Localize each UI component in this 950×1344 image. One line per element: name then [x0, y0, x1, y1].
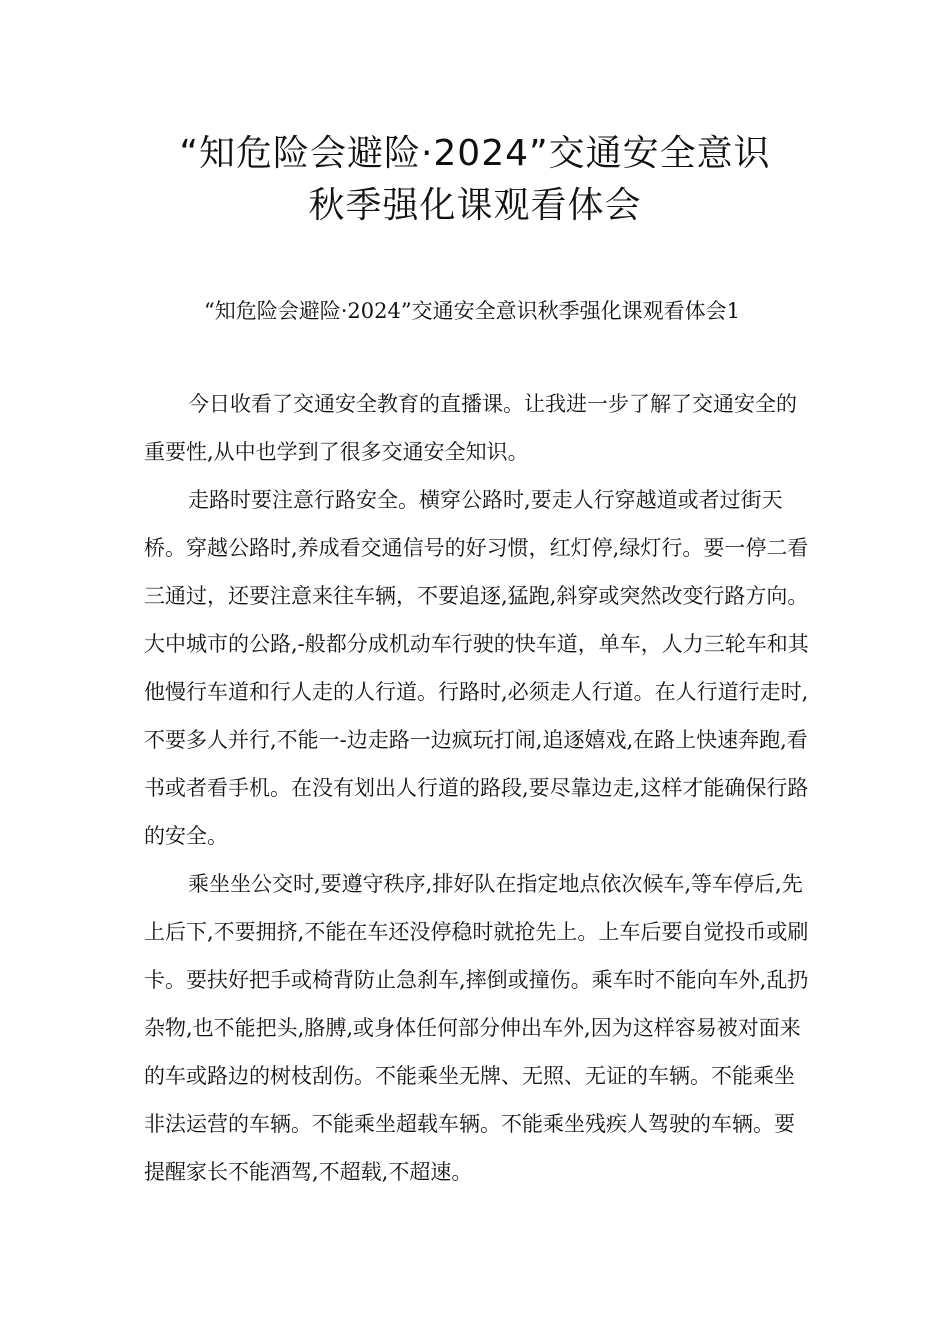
- document-title-line-2: 秋季强化课观看体会: [308, 185, 642, 226]
- document-subheading: “知危险会避险·2024”交通安全意识秋季强化课观看体会1: [204, 299, 740, 323]
- document-title-line-1: “知危险会避险·2024”交通安全意识: [179, 133, 771, 174]
- paragraph-walking-safety: 走路时要注意行路安全。横穿公路时,要走人行穿越道或者过街天桥。穿越公路时,养成看交通信号的好习惯，红灯停,绿灯行。要一停二看三通过，还要注意来往车辆，不要追逐,猛跑,斜穿或突然改变行路方向。大中城市的公路,-般都分成机动车行驶的快车道，单车，人力三轮车和其他慢行车道和行人走的人行道。行路时,必须走人行道。在人行道行走时,不要多人并行,不能一-边走路一边疯玩打闹,追逐嬉戏,在路上快速奔跑,看书或者看手机。在没有划出人行道的路段,要尽靠边走,这样才能确保行路的安全。: [144, 488, 809, 848]
- document-body: [144, 380, 810, 1196]
- paragraph-intro: 今日收看了交通安全教育的直播课。让我进一步了解了交通安全的重要性,从中也学到了很多交通安全知识。: [144, 392, 797, 464]
- paragraph-bus-safety: 乘坐坐公交时,要遵守秩序,排好队在指定地点依次候车,等车停后,先上后下,不要拥挤,不能在车还没停稳时就抢先上。上车后要自觉投币或刷卡。要扶好把手或椅背防止急刹车,摔倒或撞伤。乘车时不能向车外,乱扔杂物,也不能把头,胳膊,或身体任何部分伸出车外,因为这样容易被对面来的车或路边的树枝刮伤。不能乘坐无牌、无照、无证的车辆。不能乘坐非法运营的车辆。不能乘坐超载车辆。不能乘坐残疾人驾驶的车辆。要提醒家长不能酒驾,不超载,不超速。: [144, 872, 809, 1184]
